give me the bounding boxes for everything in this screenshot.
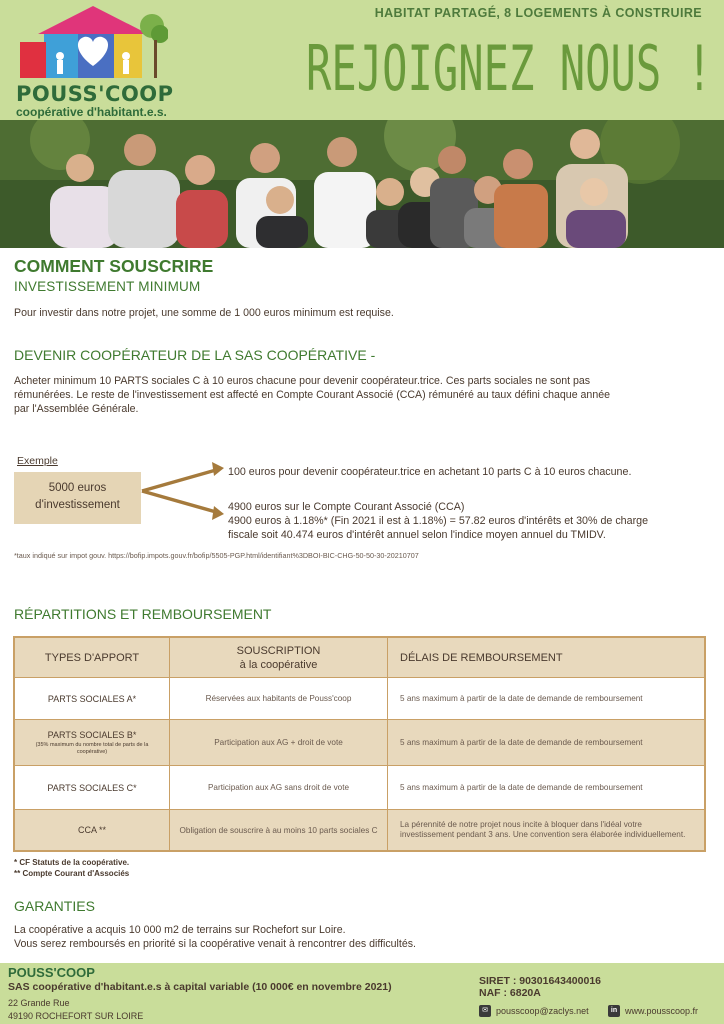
section-title-garanties: GARANTIES <box>14 898 95 914</box>
example-result-1: 100 euros pour devenir coopérateur.trice en achetant 10 parts C à 10 euros chacune. <box>228 466 632 478</box>
footer-ids <box>479 975 601 999</box>
table-notes <box>14 858 129 879</box>
tagline: HABITAT PARTAGÉ, 8 LOGEMENTS À CONSTRUIRE <box>374 6 702 20</box>
section-title-repartitions: RÉPARTITIONS ET REMBOURSEMENT <box>14 606 272 622</box>
repartitions-table <box>13 636 706 852</box>
footer <box>0 963 724 1024</box>
footer-website[interactable] <box>608 1005 698 1017</box>
row-type: PARTS SOCIALES A* <box>15 678 170 719</box>
table-row <box>15 678 704 720</box>
mail-icon: ✉ <box>479 1005 491 1017</box>
text-cooperateur-1: Acheter minimum 10 PARTS sociales C à 10 euros chacune pour devenir coopérateur.trice. Ces parts sociales ne sont pas <box>14 375 591 387</box>
row-souscription: Participation aux AG + droit de vote <box>170 720 388 765</box>
row-souscription: Obligation de souscrire à au moins 10 parts sociales C <box>170 810 388 850</box>
text-investissement: Pour investir dans notre projet, une somme de 1 000 euros minimum est requise. <box>14 307 394 319</box>
example-result-2-line1: 4900 euros sur le Compte Courant Associé (CCA) <box>228 501 465 513</box>
table-row <box>15 720 704 766</box>
row-type-note: (35% maximum du nombre total de parts de la coopérative) <box>35 742 149 755</box>
footer-siret: SIRET : 90301643400016 <box>479 975 602 987</box>
row-delai: 5 ans maximum à partir de la date de demande de remboursement <box>400 783 643 792</box>
page-title <box>306 26 716 106</box>
text-cooperateur-3: par l'Assemblée Générale. <box>14 403 139 415</box>
footer-email[interactable] <box>479 1005 589 1017</box>
text-garanties-2: Vous serez remboursés en priorité si la coopérative venait à rencontrer des difficultés. <box>14 938 416 950</box>
text-garanties-1: La coopérative a acquis 10 000 m2 de terrains sur Rochefort sur Loire. <box>14 924 346 936</box>
page-title-text: REJOIGNEZ NOUS ! <box>306 32 712 105</box>
footer-website-text[interactable]: www.pousscoop.fr <box>625 1006 699 1016</box>
table-header-souscription-line2: à la coopérative <box>239 658 318 671</box>
table-header-souscription-line1: SOUSCRIPTION <box>236 644 321 657</box>
footer-address <box>8 997 143 1023</box>
row-type: PARTS SOCIALES C* <box>15 766 170 809</box>
table-header-row <box>15 638 704 678</box>
table-header-souscription <box>170 638 388 677</box>
row-type: PARTS SOCIALES B* <box>47 730 137 740</box>
row-type: CCA ** <box>15 810 170 850</box>
row-delai: 5 ans maximum à partir de la date de demande de remboursement <box>400 738 643 747</box>
example-arrows-icon <box>140 458 230 524</box>
example-result-2-line3: fiscale soit 40.474 euros d'intérêt annuel selon l'indice moyen annuel du TMIDV. <box>228 529 606 541</box>
table-header-delais: DÉLAIS DE REMBOURSEMENT <box>400 651 563 664</box>
section-title-cooperateur: DEVENIR COOPÉRATEUR DE LA SAS COOPÉRATIVE - <box>14 347 376 363</box>
example-label: Exemple <box>17 455 58 467</box>
example-result-2-line2: 4900 euros à 1.18%* (Fin 2021 il est à 1.18%) = 57.82 euros d'intérêts et 30% de charge <box>228 515 649 527</box>
row-souscription: Participation aux AG sans droit de vote <box>170 766 388 809</box>
table-row <box>15 810 704 850</box>
table-note-2: ** Compte Courant d'Associés <box>14 868 130 878</box>
footer-address-line2: 49190 ROCHEFORT SUR LOIRE <box>8 1011 144 1021</box>
logo <box>14 4 174 119</box>
rate-footnote: *taux indiqué sur impot gouv. https://bofip.impots.gouv.fr/bofip/5505-PGP.html/identifiant%3DBOI-BIC-CHG-50-50-30-20210707 <box>14 551 419 560</box>
row-delai: La pérennité de notre projet nous incite à bloquer dans l'idéal votre investissement pendant 3 ans. Une convention sera élaborée individuellement. <box>400 819 686 839</box>
subtitle-investissement: INVESTISSEMENT MINIMUM <box>14 279 201 294</box>
example-box-line1: 5000 euros <box>48 482 107 494</box>
footer-email-text[interactable]: pousscoop@zaclys.net <box>496 1006 589 1016</box>
text-cooperateur-2: rémunérées. Le reste de l'investissement est affecté en Compte Courant Associé (CCA) rémunéré au taux défini chaque année <box>14 389 610 401</box>
header-band <box>0 0 724 120</box>
table-row <box>15 766 704 810</box>
footer-naf: NAF : 6820A <box>479 987 541 999</box>
row-type-cell <box>15 720 170 765</box>
logo-subtitle: coopérative d'habitant.e.s. <box>16 105 167 119</box>
footer-name: POUSS'COOP <box>8 965 95 980</box>
table-header-type: TYPES D'APPORT <box>15 638 170 677</box>
footer-subtitle: SAS coopérative d'habitant.e.s à capital variable (10 000€ en novembre 2021) <box>8 981 392 993</box>
row-souscription: Réservées aux habitants de Pouss'coop <box>170 678 388 719</box>
logo-name: POUSS'COOP <box>16 82 174 106</box>
group-photo <box>0 120 724 248</box>
example-box-line2: d'investissement <box>35 499 120 511</box>
linkedin-icon: in <box>608 1005 620 1017</box>
section-title-souscrire: COMMENT SOUSCRIRE <box>14 256 214 276</box>
row-delai: 5 ans maximum à partir de la date de demande de remboursement <box>400 694 643 703</box>
table-note-1: * CF Statuts de la coopérative. <box>14 858 130 867</box>
house-logo-icon <box>18 4 168 80</box>
example-box <box>14 472 141 524</box>
footer-address-line1: 22 Grande Rue <box>8 998 70 1008</box>
